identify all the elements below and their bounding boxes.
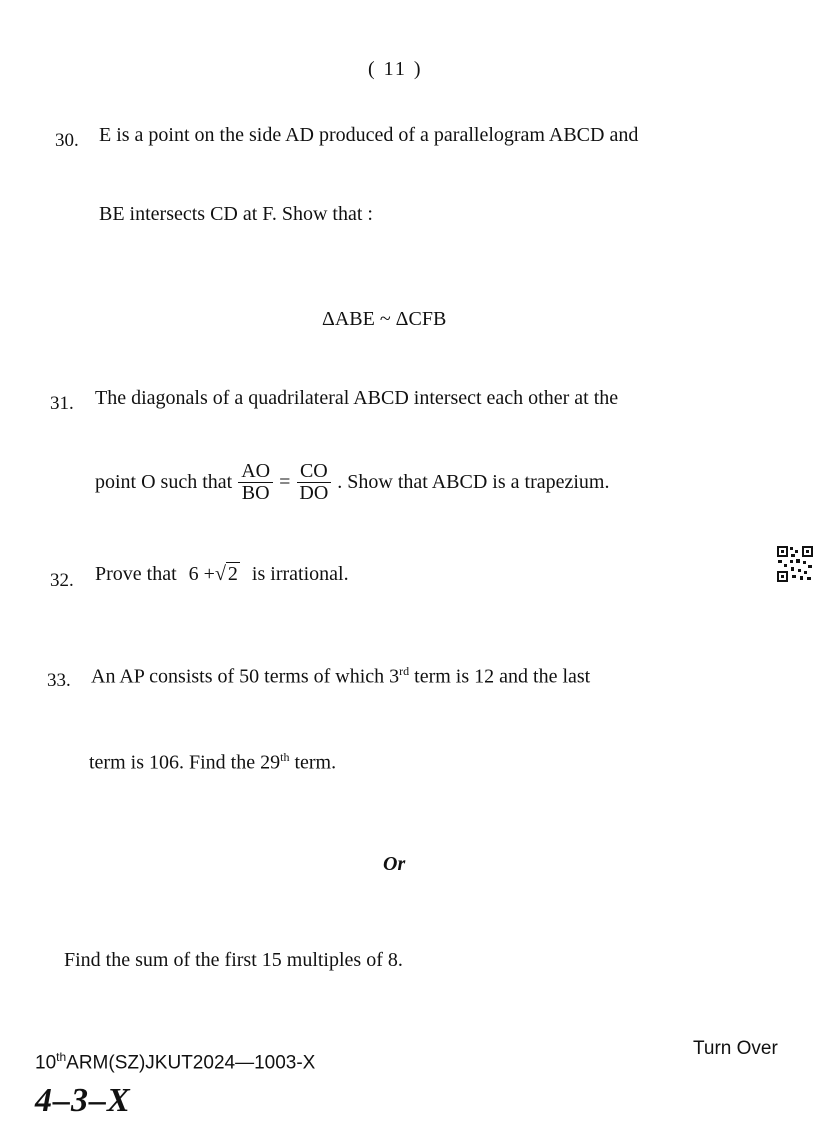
question-33-line2 [89,750,336,775]
radicand: 2 [227,563,238,585]
paper-code-rest: ARM(SZ)JKUT2024—1003-X [66,1052,316,1074]
or-separator: Or [383,853,406,875]
question-33-line1-sup: rd [399,664,410,678]
square-root: √ 2 [214,563,238,585]
fraction-co-do-numerator: CO [297,461,331,483]
equals-sign: = [279,471,291,493]
question-33-alternative: Find the sum of the first 15 multiples of 8. [64,949,403,971]
paper-code-sup: th [56,1050,67,1064]
question-32-number: 32. [50,570,74,591]
question-33-line1-a: An AP consists of 50 terms of which 3 [91,665,400,688]
fraction-ao-bo-denominator: BO [241,482,270,504]
set-code: 4–3–X [35,1082,131,1119]
question-33-line2-sup: th [280,750,290,764]
fraction-ao-bo [238,461,273,504]
qr-code-icon [776,545,814,583]
question-31-number: 31. [50,393,74,414]
question-33-line2-b: term. [289,751,337,774]
question-31-line2 [95,461,609,504]
paper-code [35,1050,315,1074]
question-32-suffix: is irrational. [251,563,349,585]
page-number: ( 11 ) [368,58,423,80]
question-30-number: 30. [55,130,79,151]
turn-over-label: Turn Over [693,1038,778,1059]
question-30-line2: BE intersects CD at F. Show that : [99,203,373,225]
question-32-expression [189,563,240,586]
question-30-statement: ΔABE ~ ΔCFB [322,308,447,330]
question-33-line1-b: term is 12 and the last [409,665,591,688]
question-33-number: 33. [47,670,71,691]
fraction-co-do-denominator: DO [299,482,329,504]
expr-before-root: 6 + [188,563,215,585]
fraction-co-do [296,461,331,504]
fraction-ao-bo-numerator: AO [238,461,273,483]
question-32-prefix: Prove that [95,563,177,585]
question-30-line1: E is a point on the side AD produced of a parallelogram ABCD and [99,124,639,146]
question-33-line2-a: term is 106. Find the 29 [89,751,281,774]
question-32-line [95,563,349,586]
question-33-line1 [91,664,590,689]
paper-code-prefix: 10 [35,1052,57,1074]
question-31-line1: The diagonals of a quadrilateral ABCD intersect each other at the [95,387,619,409]
question-31-line2-prefix: point O such that [95,471,233,493]
question-31-line2-suffix: . Show that ABCD is a trapezium. [337,471,610,493]
